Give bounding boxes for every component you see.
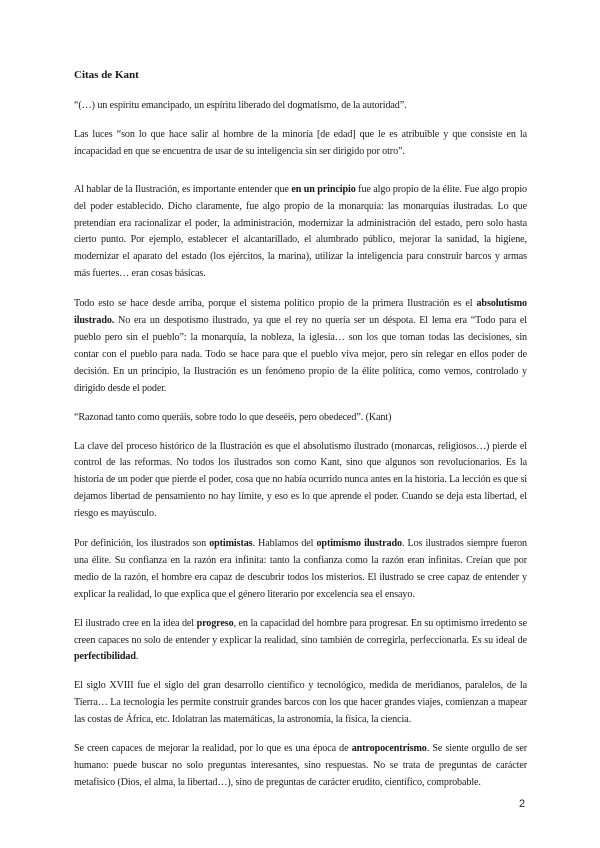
quote-definition-of-enlightenment: Las luces “son lo que hace salir al hombre de la minoría [de edad] que le es atribuible y que consiste en la incapacidad en que se encuentra de usar de su inteligencia sin ser dirigido por otro”. xyxy=(74,128,527,157)
quote-emancipated-spirit: “(…) un espíritu emancipado, un espíritu liberado del dogmatismo, de la autoridad”. xyxy=(74,100,407,111)
paragraph-loss-of-control: La clave del proceso histórico de la Ilustración es que el absolutismo ilustrado (monarcas, religiosos…) pierde el control de las reformas. No todos los ilustrados son como Kant, sino que algunos son revolucionarios. Es la historia de un poder que pierde el poder, cosa que no había ocurrido nunca antes en la historia. La lección es que si dejamos libertad de pensamiento no hay límite, y eso es lo que aprende el poder. Cuando se deja esta libertad, el riesgo es mayúsculo. xyxy=(74,440,527,520)
text-segment: . Los ilustrados siempre fueron una élite. Su confianza en la razón era infinita: tanto la confianza como la razón eran infinitas. Creían que por medio de la razón, el hombre era capaz de descubrir todos los misterios. El ilustrado se cree capaz de entender y explicar la realidad, lo que explica que el género literario por excelencia sea el ensayo. xyxy=(74,538,527,600)
text-segment: . xyxy=(135,651,139,663)
bold-term-progreso: progreso xyxy=(196,617,234,629)
bold-term-perfectibilidad: perfectibilidad xyxy=(74,651,136,663)
text-segment: Todo esto se hace desde arriba, porque el sistema político propio de la primera Ilustración es el xyxy=(74,298,477,310)
paragraph-scientific-development: El siglo XVIII fue el siglo del gran desarrollo científico y tecnológico, medida de meridianos, paralelos, de la Tierra… La tecnología les permite construir grandes barcos con los que hacer grandes viajes, comienzan a mapear las costas de África, etc. Idolatran las matemáticas, la astronomía, la física, la ciencia. xyxy=(74,680,527,726)
bold-term-absolutismo-ilustrado: absolutismo ilustrado. xyxy=(74,298,527,327)
bold-term-optimismo-ilustrado: optimismo ilustrado xyxy=(316,538,402,550)
quote-kant-obey: “Razonad tanto como queráis, sobre todo lo que deseéis, pero obedeced”. (Kant) xyxy=(74,411,392,423)
text-segment: Al hablar de la Ilustración, es importante entender que xyxy=(74,183,292,195)
document-body xyxy=(74,68,527,792)
page-number: 2 xyxy=(519,798,526,810)
bold-term-en-un-principio: en un principio xyxy=(291,183,356,195)
page-title: Citas de Kant xyxy=(74,69,139,81)
paragraph-anthropocentrism xyxy=(74,741,527,792)
bold-term-optimistas: optimistas xyxy=(209,538,253,550)
text-segment: , en la capacidad del hombre para progresar. En su optimismo irredento se creen capaces no solo de entender y explicar la realidad, sino también de corregirla, perfeccionarla. Es su ideal de xyxy=(74,617,527,646)
bold-term-antropocentrismo: antropocentrismo xyxy=(351,743,427,755)
text-segment: . Hablamos del xyxy=(252,538,317,550)
text-segment: . Se siente orgullo de ser humano: puede buscar no solo preguntas interesantes, sino respuestas. No se trata de preguntas de carácter metafísico (Dios, el alma, la libertad…), sino de preguntas de carácter erudito, científico, comprobable. xyxy=(74,743,528,788)
paragraph-progress xyxy=(74,616,527,667)
paragraph-enlightened-absolutism xyxy=(74,296,527,397)
text-segment: El ilustrado cree en la idea del xyxy=(74,617,197,629)
text-segment: No era un despotismo ilustrado, ya que el rey no quería ser un déspota. El lema era “Todo para el pueblo pero sin el pueblo”: la monarquía, la nobleza, la iglesia… son los que toman todas las decisiones, sin contar con el pueblo para nada. Todo se hace para que el pueblo viva mejor, pero sin relegar en ellos poder de decisión. En un principio, la Ilustración es un fenómeno propio de la élite política, como vemos, controlado y dirigido desde el poder. xyxy=(74,315,527,394)
paragraph-optimism xyxy=(74,536,527,604)
text-segment: fue algo propio de la élite. Fue algo propio del poder establecido. Dicho claramente, fue algo propio de la monarquía: las monarquías ilustradas. Lo que pretendían era racionalizar el poder, la administración, modernizar la administración del estado, pero solo hasta cierto punto. Por ejemplo, establecer el alcantarillado, el alumbrado público, mejorar la sanidad, la higiene, modernizar el aparato del estado (los ejércitos, la marina), utilizar la inteligencia para construir barcos y armas más fuertes… eran cosas básicas. xyxy=(74,183,527,280)
text-segment: Por definición, los ilustrados son xyxy=(74,538,210,550)
text-segment: Se creen capaces de mejorar la realidad, por lo que es una época de xyxy=(74,743,352,755)
paragraph-elite-origins xyxy=(74,182,527,283)
